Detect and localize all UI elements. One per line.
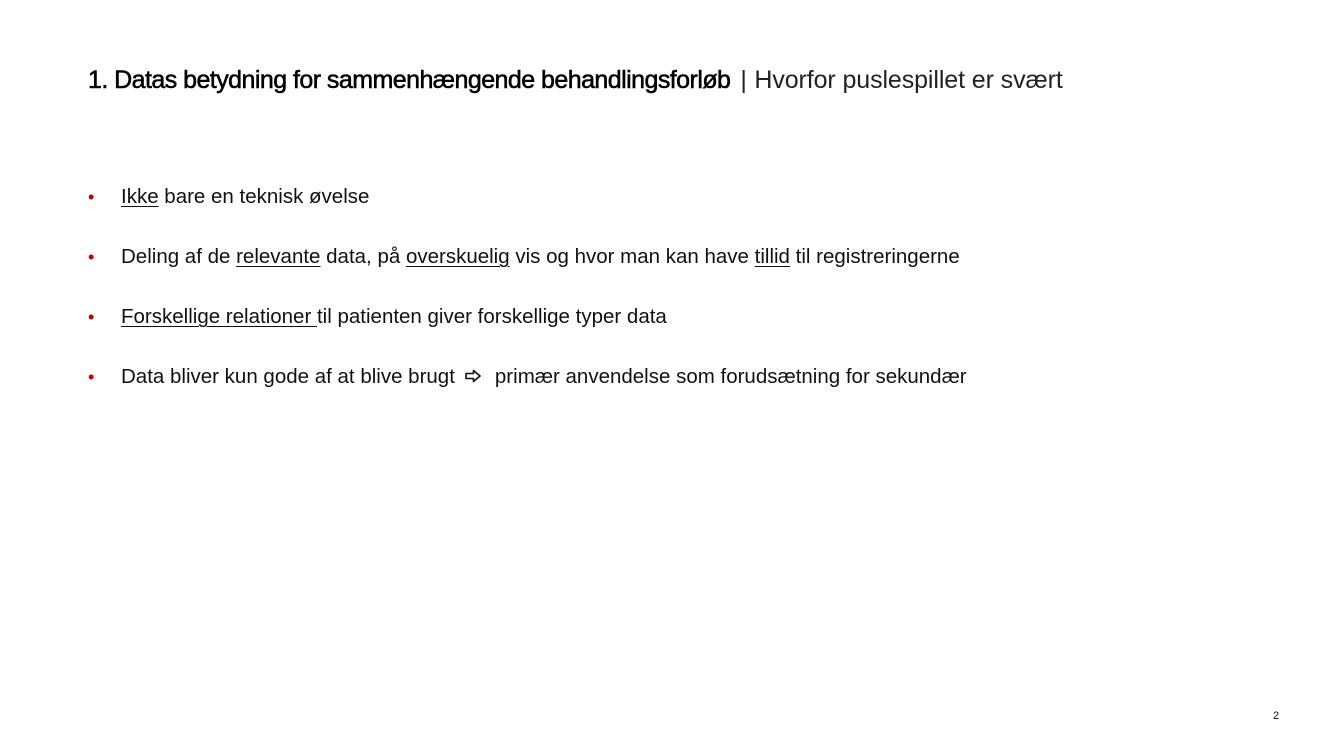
page-number: 2 [1272, 710, 1280, 722]
bullet-marker: • [88, 307, 95, 327]
bullet-marker: • [88, 187, 95, 207]
bullet-text-segment: data, på [320, 245, 406, 268]
bullet-item-4 [88, 360, 1238, 420]
slide-title [88, 62, 1268, 98]
slide-title-separator: | [740, 66, 747, 94]
bullet-text-2 [121, 240, 960, 274]
underlined-word-ikke: Ikke [121, 185, 159, 208]
bullet-marker: • [88, 247, 95, 267]
slide-title-subtitle: Hvorfor puslespillet er svært [754, 66, 1063, 94]
bullet-item-2 [88, 240, 1238, 300]
bullet-text-segment: bare en teknisk øvelse [158, 185, 370, 208]
bullet-text-4 [121, 360, 967, 394]
bullet-text-segment: til registreringerne [789, 245, 960, 268]
bullet-item-3 [88, 300, 1238, 360]
bullet-text-3 [121, 300, 667, 334]
bullet-list [88, 180, 1238, 420]
underlined-word-tillid: tillid [754, 245, 790, 268]
underlined-word-overskuelig: overskuelig [405, 245, 510, 268]
bullet-marker: • [88, 367, 95, 387]
bullet-text-1 [121, 180, 369, 214]
bullet-text-segment: vis og hvor man kan have [509, 245, 755, 268]
right-arrow-icon [463, 361, 485, 377]
underlined-word-relevante: relevante [236, 245, 321, 268]
bullet-item-1 [88, 180, 1238, 240]
bullet-text-segment: primær anvendelse som forudsætning for sekundær [494, 365, 967, 388]
bullet-text-segment: Data bliver kun gode af at blive brugt [121, 365, 455, 388]
slide-title-main: 1. Datas betydning for sammenhængende behandlingsforløb [88, 66, 731, 94]
underlined-phrase-forskellige-relationer: Forskellige relationer [121, 305, 317, 328]
bullet-text-segment: Deling af de [121, 245, 237, 268]
bullet-text-segment: til patienten giver forskellige typer data [316, 305, 667, 328]
